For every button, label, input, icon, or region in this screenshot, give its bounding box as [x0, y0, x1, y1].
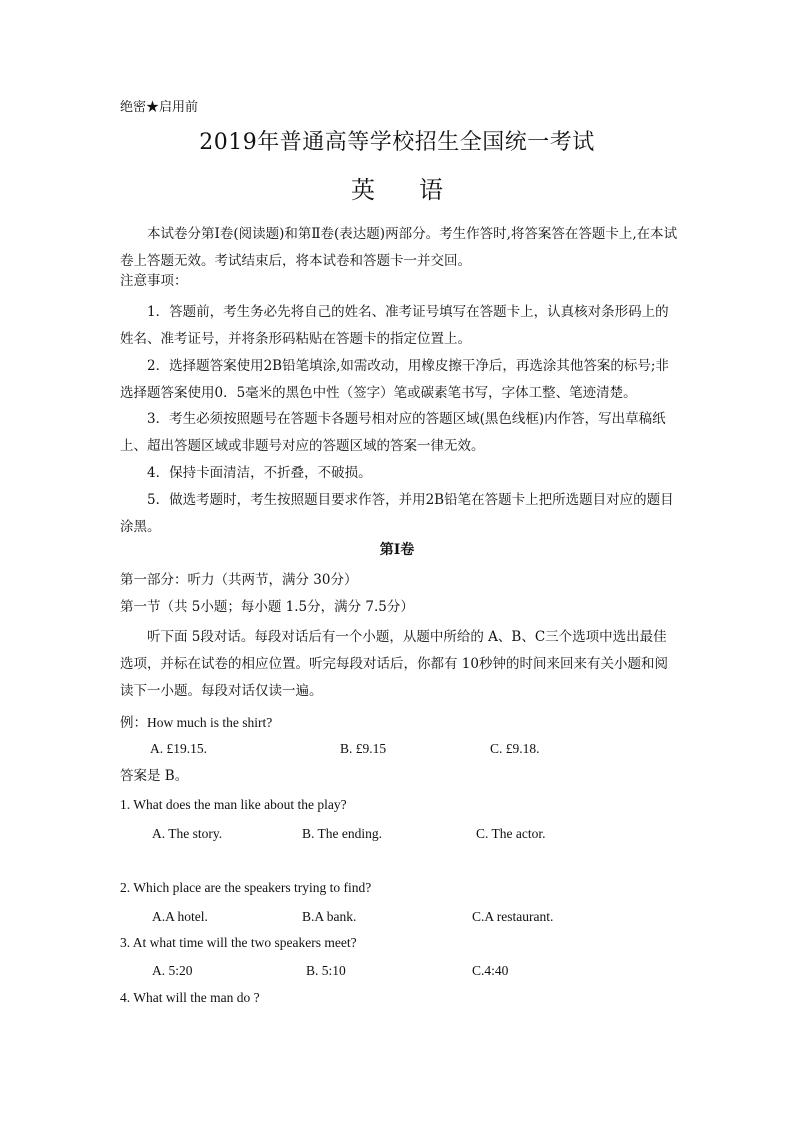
- question-4: 4. What will the man do ?: [120, 990, 260, 1005]
- section-heading: 第一节（共 5小题；每小题 1.5分，满分 7.5分）: [120, 599, 414, 615]
- question-1-option-a: A. The story.: [152, 826, 223, 841]
- question-1-option-b: B. The ending.: [302, 826, 382, 841]
- exam-title: 2019年普通高等学校招生全国统一考试: [199, 130, 595, 155]
- question-3-option-c: C.4:40: [472, 963, 509, 978]
- question-3: 3. At what time will the two speakers meet?: [120, 935, 357, 950]
- note-item-5: 5．做选考题时，考生按照题目要求作答，并用2B铅笔在答题卡上把所选题目对应的题目涂黑。: [120, 492, 674, 535]
- part-heading: 第一部分：听力（共两节，满分 30分）: [120, 572, 358, 588]
- subject-char-2: 语: [419, 176, 443, 204]
- example-option-b: B. £9.15: [340, 741, 387, 756]
- question-2-option-c: C.A restaurant.: [472, 909, 554, 924]
- note-item-1: 1．答题前，考生务必先将自己的姓名、准考证号填写在答题卡上，认真核对条形码上的姓名、准考证号，并将条形码粘贴在答题卡的指定位置上。: [120, 304, 669, 347]
- example-answer: 答案是 B。: [120, 768, 189, 784]
- question-2-option-a: A.A hotel.: [152, 909, 208, 924]
- question-3-option-b: B. 5:10: [306, 963, 346, 978]
- question-1: 1. What does the man like about the play?: [120, 797, 347, 812]
- question-2-option-b: B.A bank.: [302, 909, 357, 924]
- note-item-4: 4．保持卡面清洁，不折叠，不破损。: [147, 465, 372, 481]
- note-item-3: 3．考生必须按照题号在答题卡各题号相对应的答题区域(黑色线框)内作答，写出草稿纸上、超出答题区域或非题号对应的答题区域的答案一律无效。: [120, 411, 666, 454]
- question-1-option-c: C. The actor.: [476, 826, 546, 841]
- listening-instructions: 听下面 5段对话。每段对话后有一个小题，从题中所给的 A、B、C三个选项中选出最佳选项，并标在试卷的相应位置。听完每段对话后，你都有 10秒钟的时间来回来有关小题和阅读下一小题。每段对话仅读一遍。: [120, 629, 668, 699]
- note-item-2: 2．选择题答案使用2B铅笔填涂,如需改动，用橡皮擦干净后，再选涂其他答案的标号;非选择题答案使用0．5毫米的黑色中性（签字）笔或碳素笔书写，字体工整、笔迹清楚。: [120, 358, 669, 401]
- example-option-a: A. £19.15.: [150, 741, 207, 756]
- classified-label: 绝密★启用前: [120, 100, 199, 115]
- subject-char-1: 英: [351, 176, 375, 204]
- question-2: 2. Which place are the speakers trying to find?: [120, 880, 372, 895]
- subject-title: [0, 170, 794, 205]
- question-3-option-a: A. 5:20: [152, 963, 193, 978]
- example-option-c: C. £9.18.: [490, 741, 540, 756]
- example-question: 例：How much is the shirt?: [120, 715, 273, 730]
- intro-paragraph: 本试卷分第Ⅰ卷(阅读题)和第Ⅱ卷(表达题)两部分。考生作答时,将答案答在答题卡上,在本试卷上答题无效。考试结束后，将本试卷和答题卡一并交回。: [120, 226, 678, 269]
- notes-heading: 注意事项：: [120, 273, 188, 289]
- volume-title: 第Ⅰ卷: [379, 542, 415, 558]
